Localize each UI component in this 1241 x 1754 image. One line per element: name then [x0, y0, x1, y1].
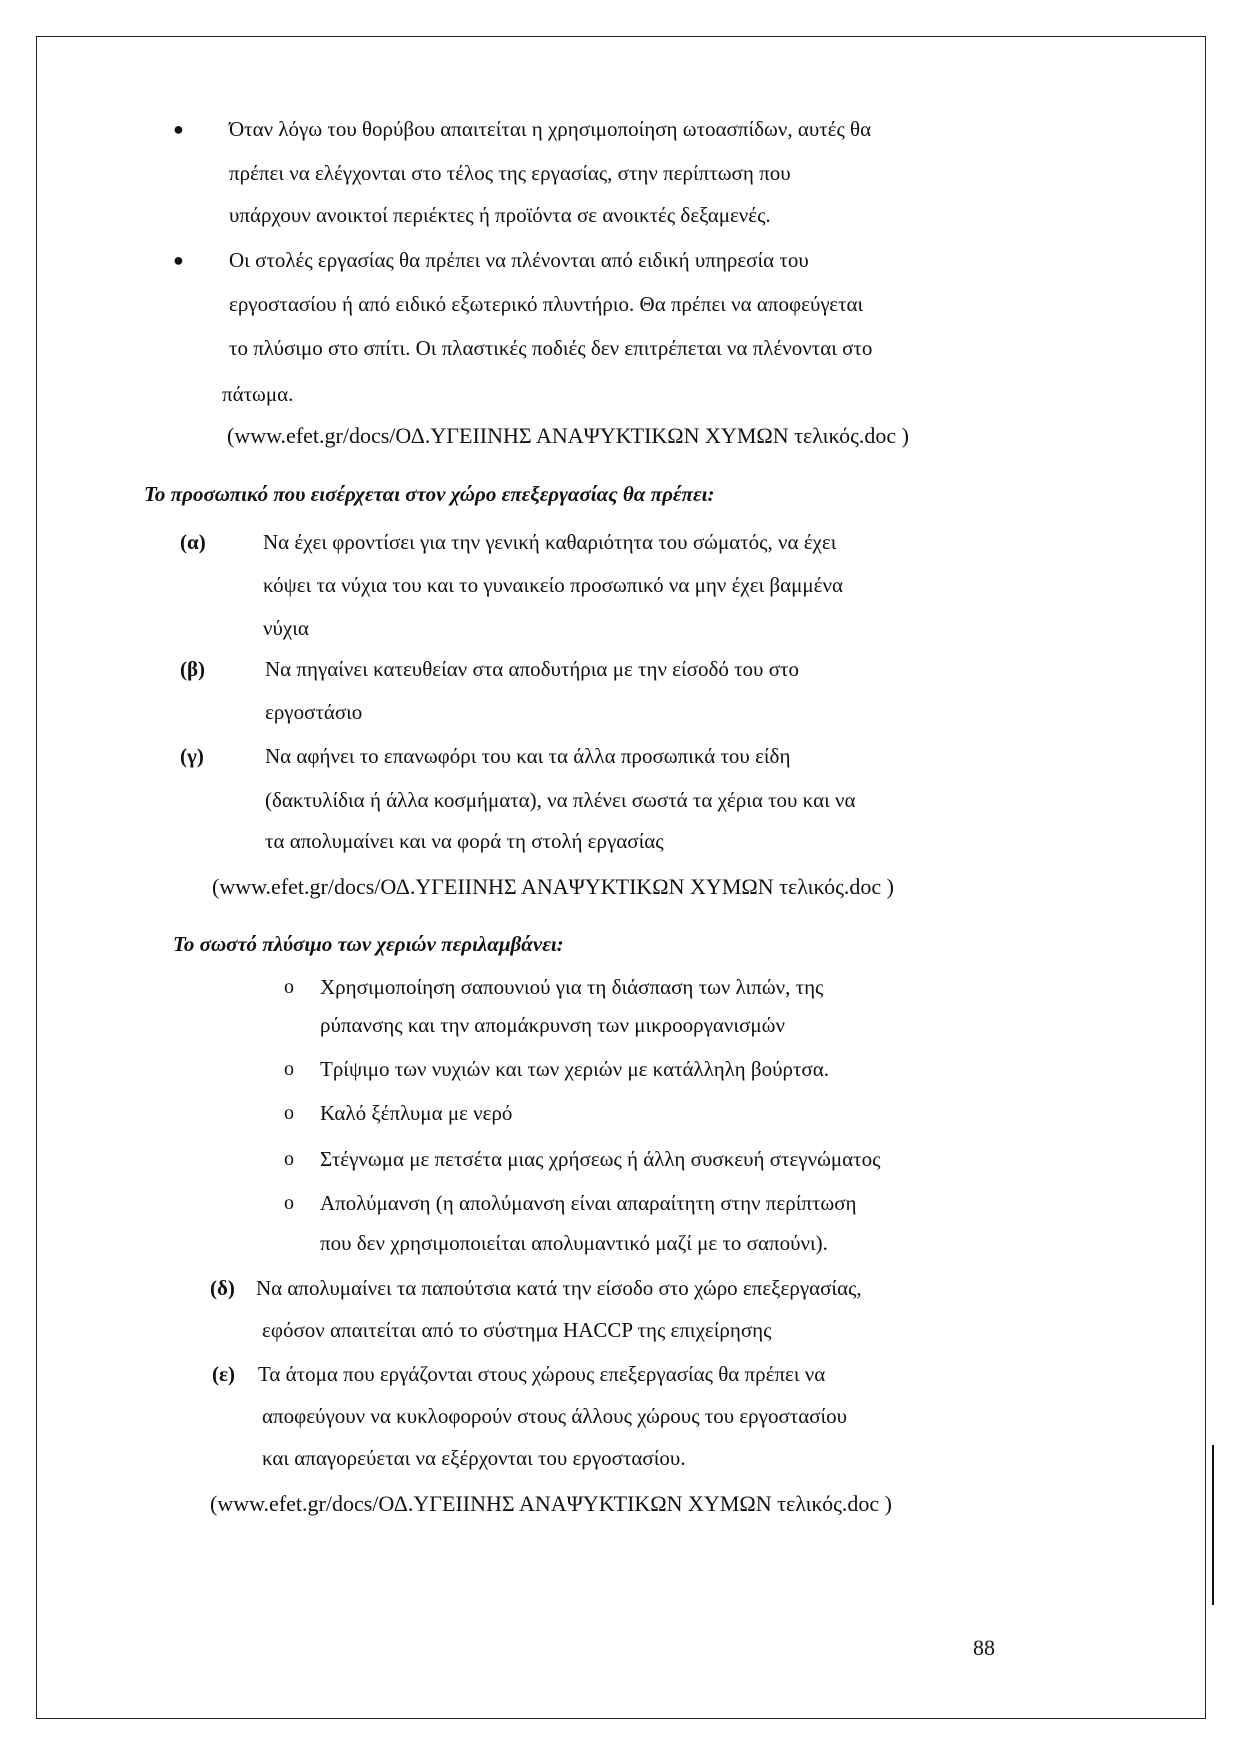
item-e-line-1: Τα άτομα που εργάζονται στους χώρους επεξεργασίας θα πρέπει να	[258, 1362, 826, 1386]
item-c-line-1: Να αφήνει το επανωφόρι του και τα άλλα προσωπικά του είδη	[265, 744, 791, 768]
bullet-2-line-1: Οι στολές εργασίας θα πρέπει να πλένονται από ειδική υπηρεσία του	[229, 248, 809, 272]
item-a-line-2: κόψει τα νύχια του και το γυναικείο προσωπικό να μην έχει βαμμένα	[263, 573, 843, 597]
bullet-2-line-3: το πλύσιμο στο σπίτι. Οι πλαστικές ποδιές δεν επιτρέπεται να πλένονται στο	[229, 336, 873, 360]
item-label: (δ)	[210, 1276, 235, 1300]
item-c-line-3: τα απολυμαίνει και να φορά τη στολή εργασίας	[265, 829, 664, 853]
sub-bullet-icon: o	[284, 1102, 294, 1124]
bullet-icon: ●	[173, 250, 184, 270]
section-heading: Το σωστό πλύσιμο των χεριών περιλαμβάνει:	[173, 932, 564, 956]
sub-bullet-icon: o	[284, 1192, 294, 1214]
sub-item-5-line-1: Απολύμανση (η απολύμανση είναι απαραίτητη στην περίπτωση	[320, 1191, 857, 1215]
item-b-line-1: Να πηγαίνει κατευθείαν στα αποδυτήρια με την είσοδό του στο	[265, 657, 799, 681]
bullet-icon: ●	[173, 119, 184, 139]
sub-item-4: Στέγνωμα με πετσέτα μιας χρήσεως ή άλλη συσκευή στεγνώματος	[320, 1147, 881, 1171]
item-label: (ε)	[212, 1362, 235, 1386]
bullet-1-line-2: πρέπει να ελέγχονται στο τέλος της εργασίας, στην περίπτωση που	[229, 161, 791, 185]
item-e-line-3: και απαγορεύεται να εξέρχονται του εργοστασίου.	[262, 1446, 686, 1470]
item-label: (γ)	[180, 744, 204, 768]
bullet-1-line-1: Όταν λόγω του θορύβου απαιτείται η χρησιμοποίηση ωτοασπίδων, αυτές θα	[229, 117, 872, 141]
item-c-line-2: (δακτυλίδια ή άλλα κοσμήματα), να πλένει σωστά τα χέρια του και να	[265, 788, 856, 812]
bullet-2-line-2: εργοστασίου ή από ειδικό εξωτερικό πλυντήριο. Θα πρέπει να αποφεύγεται	[229, 292, 864, 316]
item-a-line-1: Να έχει φροντίσει για την γενική καθαριότητα του σώματός, να έχει	[263, 530, 837, 554]
sub-item-1-line-2: ρύπανσης και την απομάκρυνση των μικροοργανισμών	[320, 1013, 785, 1037]
item-b-line-2: εργοστάσιο	[265, 700, 363, 724]
source-reference: (www.efet.gr/docs/ΟΔ.ΥΓΕΙΙΝΗΣ ΑΝΑΨΥΚΤΙΚΩΝ ΧΥΜΩΝ τελικός.doc )	[227, 423, 909, 448]
sub-bullet-icon: o	[284, 1148, 294, 1170]
item-label: (β)	[180, 657, 206, 681]
sub-bullet-icon: o	[284, 976, 294, 998]
sub-item-2: Τρίψιμο των νυχιών και των χεριών με κατάλληλη βούρτσα.	[320, 1057, 829, 1081]
item-a-line-3: νύχια	[263, 616, 309, 640]
page-number: 88	[973, 1635, 995, 1660]
source-reference: (www.efet.gr/docs/ΟΔ.ΥΓΕΙΙΝΗΣ ΑΝΑΨΥΚΤΙΚΩΝ ΧΥΜΩΝ τελικός.doc )	[212, 874, 894, 899]
sub-item-5-line-2: που δεν χρησιμοποιείται απολυμαντικό μαζί με το σαπούνι).	[320, 1231, 828, 1255]
sub-item-3: Καλό ξέπλυμα με νερό	[320, 1101, 513, 1125]
source-reference: (www.efet.gr/docs/ΟΔ.ΥΓΕΙΙΝΗΣ ΑΝΑΨΥΚΤΙΚΩΝ ΧΥΜΩΝ τελικός.doc )	[210, 1491, 892, 1516]
bullet-1-line-3: υπάρχουν ανοικτοί περιέκτες ή προϊόντα σε ανοικτές δεξαμενές.	[229, 203, 771, 227]
item-d-line-2: εφόσον απαιτείται από το σύστημα HACCP της επιχείρησης	[262, 1318, 772, 1342]
bullet-2-line-4: πάτωμα.	[222, 382, 294, 406]
item-label: (α)	[180, 530, 206, 554]
sub-bullet-icon: o	[284, 1058, 294, 1080]
sub-item-1-line-1: Χρησιμοποίηση σαπουνιού για τη διάσπαση των λιπών, της	[320, 975, 824, 999]
section-heading: Το προσωπικό που εισέρχεται στον χώρο επεξεργασίας θα πρέπει:	[144, 482, 715, 506]
item-e-line-2: αποφεύγουν να κυκλοφορούν στους άλλους χώρους του εργοστασίου	[262, 1404, 848, 1428]
item-d-line-1: Να απολυμαίνει τα παπούτσια κατά την είσοδο στο χώρο επεξεργασίας,	[256, 1276, 862, 1300]
margin-rule	[1212, 1445, 1214, 1605]
